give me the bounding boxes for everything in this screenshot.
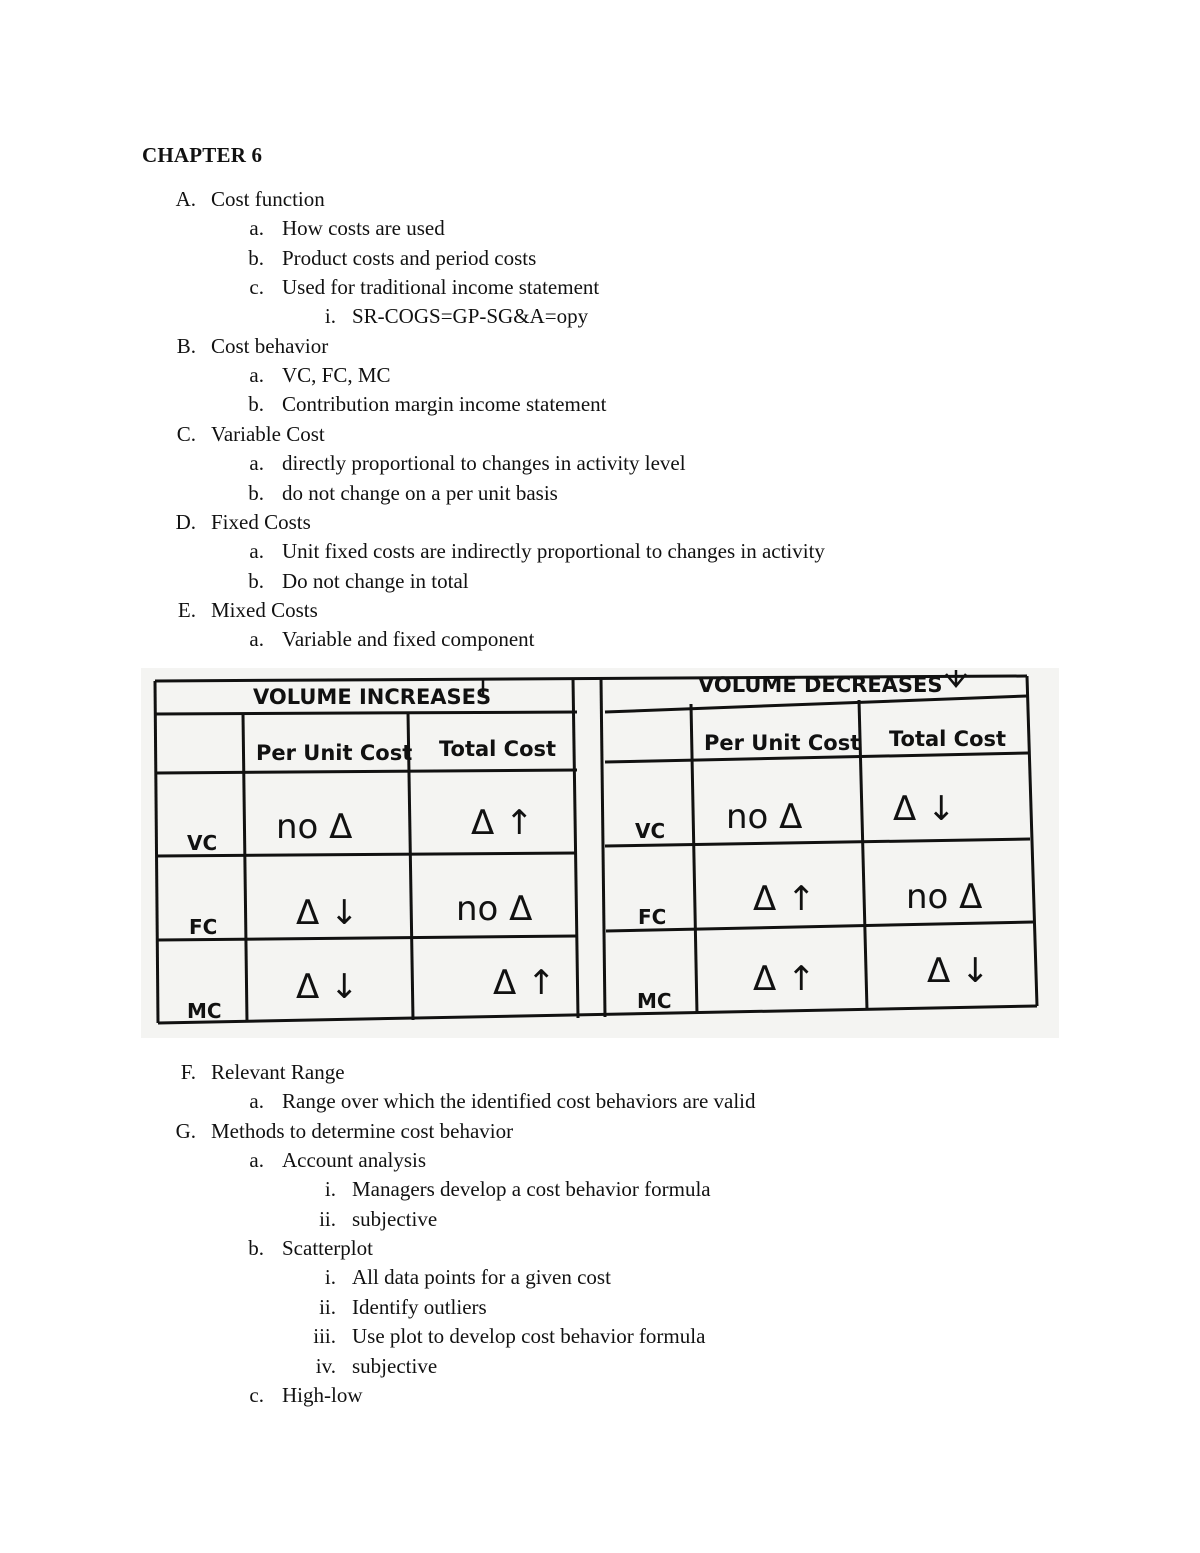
outline-item-text: Identify outliers xyxy=(352,1294,487,1319)
cell-fc-inc-unit: Δ ↓ xyxy=(296,893,359,933)
outline-item-text: Variable and fixed component xyxy=(282,627,535,652)
outline-item-text: All data points for a given cost xyxy=(352,1265,611,1290)
cell-vc-dec-total: Δ ↓ xyxy=(893,789,956,829)
row-label-fc-right: FC xyxy=(638,905,667,929)
row-label-mc-right: MC xyxy=(637,989,672,1013)
cell-fc-inc-total: no Δ xyxy=(456,889,533,929)
volume-increases-header: VOLUME INCREASES xyxy=(253,685,492,709)
outline-item-text: subjective xyxy=(352,1206,438,1231)
outline-marker: a. xyxy=(249,1148,264,1173)
volume-decreases-header: VOLUME DECREASES xyxy=(698,673,943,697)
outline-marker: ii. xyxy=(319,1294,336,1319)
outline-item-text: Use plot to develop cost behavior formula xyxy=(352,1324,706,1349)
outline-marker: a. xyxy=(249,627,264,652)
cell-mc-dec-unit: Δ ↑ xyxy=(753,959,816,999)
row-label-vc-right: VC xyxy=(635,819,666,843)
outline-item-text: Do not change in total xyxy=(282,568,469,593)
outline-marker: b. xyxy=(248,392,264,417)
outline-item-text: SR-COGS=GP-SG&A=opy xyxy=(352,304,589,329)
cost-behavior-table-image xyxy=(141,668,1059,1038)
outline-marker: b. xyxy=(248,568,264,593)
outline-item-text: High-low xyxy=(282,1382,363,1407)
outline-marker: F. xyxy=(180,1060,196,1084)
outline-item-text: Used for traditional income statement xyxy=(282,275,600,300)
outline-marker: i. xyxy=(324,1177,336,1202)
outline-marker: b. xyxy=(248,1236,264,1261)
outline-item-text: Cost function xyxy=(211,187,325,211)
row-label-mc-left: MC xyxy=(187,999,222,1023)
cost-behavior-table xyxy=(141,668,1059,1038)
outline-item-text: Cost behavior xyxy=(211,333,329,358)
outline-marker: a. xyxy=(249,216,264,241)
outline-item-text: directly proportional to changes in activity level xyxy=(282,451,686,476)
outline-item-text: do not change on a per unit basis xyxy=(282,480,558,505)
dec-total-header: Total Cost xyxy=(889,727,1007,751)
outline-item-text: subjective xyxy=(352,1353,438,1378)
outline-marker: b. xyxy=(248,245,264,270)
row-label-fc-left: FC xyxy=(189,915,218,939)
outline-marker: a. xyxy=(249,1089,264,1114)
outline-item-text: Methods to determine cost behavior xyxy=(211,1118,514,1143)
inc-total-header: Total Cost xyxy=(439,737,557,761)
row-label-vc-left: VC xyxy=(187,831,218,855)
cell-mc-inc-unit: Δ ↓ xyxy=(296,967,359,1007)
outline-marker: a. xyxy=(249,451,264,476)
outline-marker: A. xyxy=(175,187,196,211)
outline-marker: c. xyxy=(249,1382,264,1407)
dec-per-unit-header: Per Unit Cost xyxy=(704,731,861,755)
cell-mc-dec-total: Δ ↓ xyxy=(927,951,990,991)
outline-marker: B. xyxy=(176,333,196,358)
outline-item-text: Product costs and period costs xyxy=(282,245,537,270)
outline-item-text: Scatterplot xyxy=(282,1236,373,1261)
outline-marker: E. xyxy=(177,597,196,622)
outline-marker: a. xyxy=(249,539,264,564)
outline-marker: G. xyxy=(175,1118,196,1143)
cell-vc-dec-unit: no Δ xyxy=(726,797,803,837)
outline-item-text: Contribution margin income statement xyxy=(282,392,607,417)
inc-per-unit-header: Per Unit Cost xyxy=(256,741,413,765)
outline-marker: i. xyxy=(324,304,336,329)
outline-marker: C. xyxy=(176,421,196,446)
chapter-title: CHAPTER 6 xyxy=(142,143,263,167)
outline-item-text: Variable Cost xyxy=(211,421,325,446)
cell-mc-inc-total: Δ ↑ xyxy=(493,963,556,1003)
outline-item-text: Unit fixed costs are indirectly proportional to changes in activity xyxy=(282,539,825,564)
outline-marker: c. xyxy=(249,275,264,300)
outline-item-text: Range over which the identified cost behaviors are valid xyxy=(282,1089,756,1114)
outline-marker: D. xyxy=(175,509,196,534)
cell-vc-inc-total: Δ ↑ xyxy=(471,803,534,843)
outline-item-text: Account analysis xyxy=(282,1148,427,1173)
outline-item-text: Fixed Costs xyxy=(211,509,311,534)
outline-item-text: Managers develop a cost behavior formula xyxy=(352,1177,711,1202)
outline-item-text: How costs are used xyxy=(282,216,445,241)
cell-fc-dec-unit: Δ ↑ xyxy=(753,879,816,919)
outline-marker: a. xyxy=(249,363,264,388)
outline-item-text: Mixed Costs xyxy=(211,597,318,622)
outline-marker: iii. xyxy=(313,1324,336,1349)
cell-fc-dec-total: no Δ xyxy=(906,877,983,917)
outline-item-text: VC, FC, MC xyxy=(282,363,391,388)
outline-marker: iv. xyxy=(315,1353,336,1378)
outline-item-text: Relevant Range xyxy=(211,1060,345,1084)
outline-marker: b. xyxy=(248,480,264,505)
outline-marker: ii. xyxy=(319,1206,336,1231)
outline-marker: i. xyxy=(324,1265,336,1290)
cell-vc-inc-unit: no Δ xyxy=(276,807,353,847)
